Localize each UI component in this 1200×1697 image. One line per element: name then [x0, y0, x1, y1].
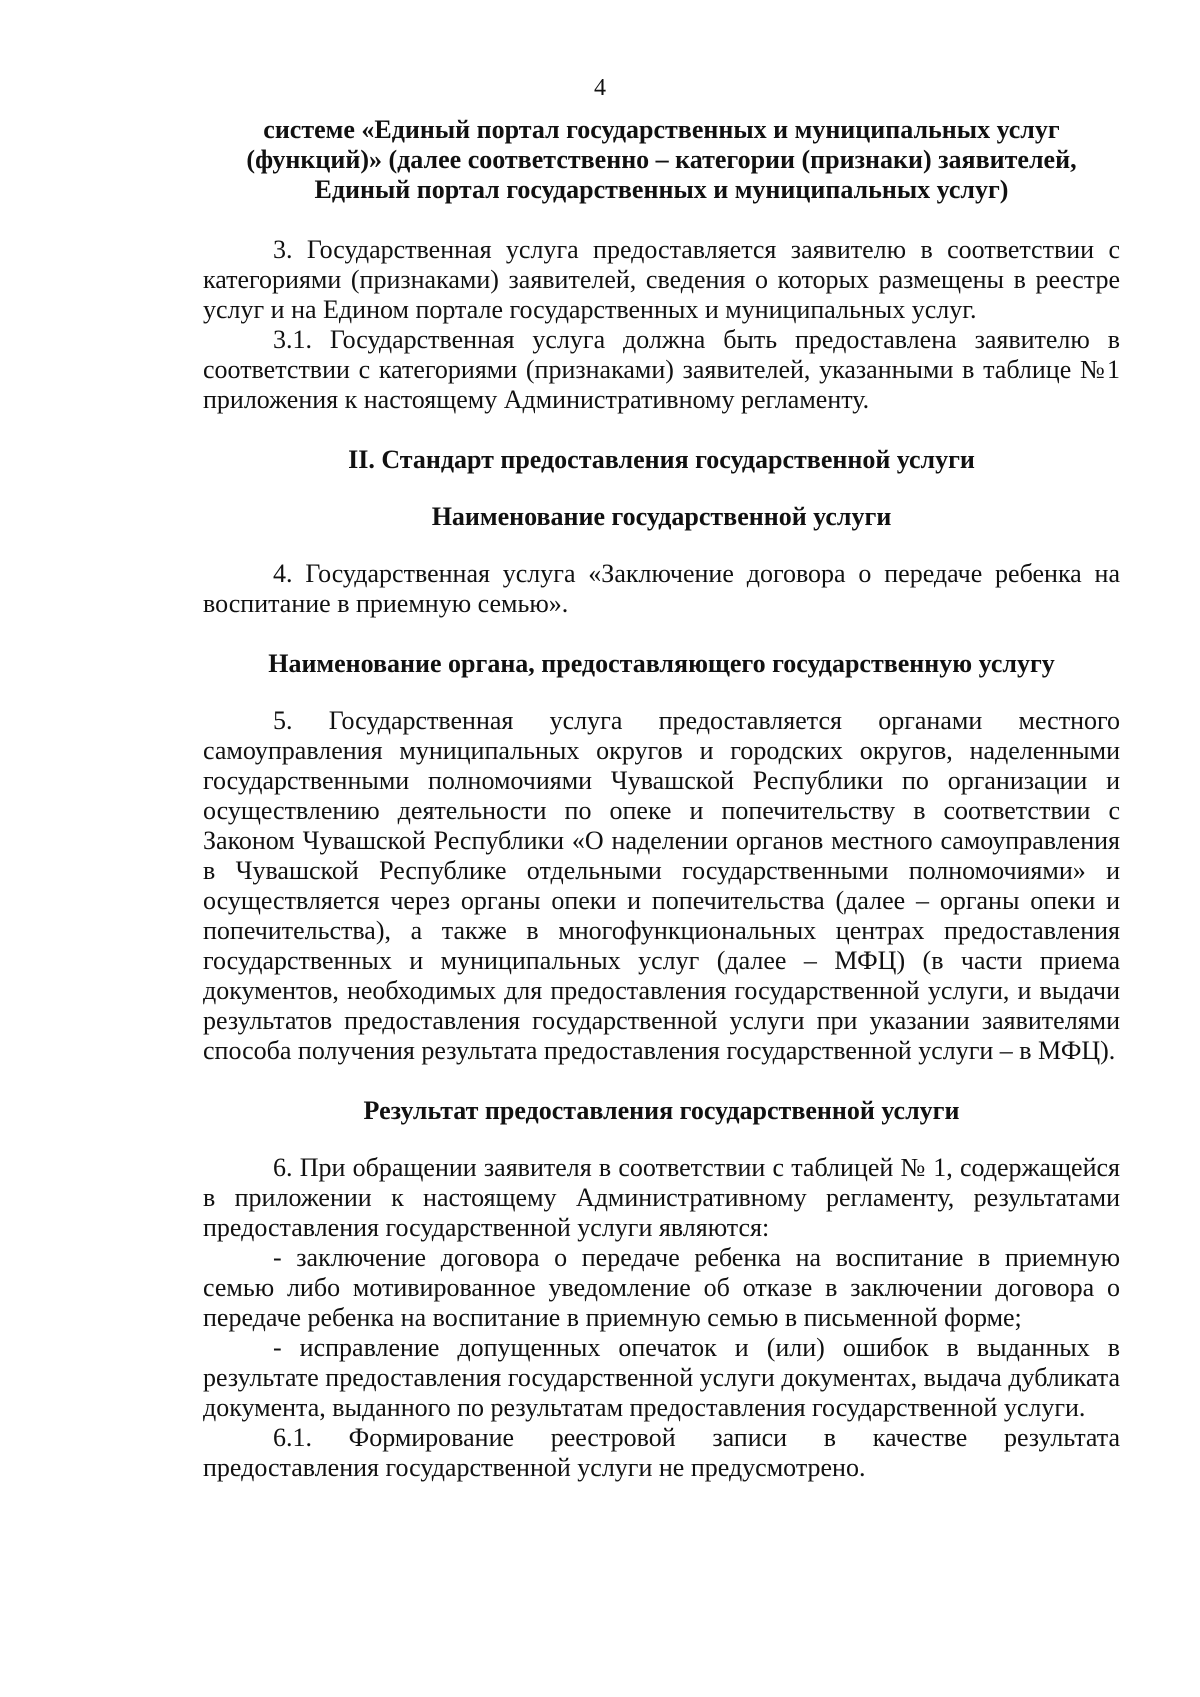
- page-number: 4: [594, 75, 606, 101]
- paragraph-6: 6. При обращении заявителя в соответствии с таблицей № 1, содержащейся в приложении к настоящему Административному регламенту, результатами предоставления государственной услуги являются:: [203, 1153, 1120, 1242]
- page-content: [203, 115, 1120, 1483]
- paragraph-3-1: 3.1. Государственная услуга должна быть предоставлена заявителю в соответствии с категориями (признаками) заявителей, указанными в таблице №1 приложения к настоящему Административному регламенту.: [203, 325, 1120, 414]
- heading-result: Результат предоставления государственной услуги: [363, 1096, 960, 1125]
- paragraph-3: 3. Государственная услуга предоставляется заявителю в соответствии с категориями (признаками) заявителей, сведения о которых размещены в реестре услуг и на Едином портале государственных и муниципальных услуг.: [203, 235, 1120, 324]
- paragraph-6-bullet-2: - исправление допущенных опечаток и (или) ошибок в выданных в результате предоставления государственной услуги документах, выдача дубликата документа, выданного по результатам предоставления государственной услуги.: [203, 1333, 1120, 1422]
- heading-service-name: Наименование государственной услуги: [431, 502, 892, 531]
- paragraph-4: 4. Государственная услуга «Заключение договора о передаче ребенка на воспитание в приемную семью».: [203, 559, 1120, 618]
- paragraph-6-1: 6.1. Формирование реестровой записи в качестве результата предоставления государственной услуги не предусмотрено.: [203, 1423, 1120, 1482]
- paragraph-6-bullet-1: - заключение договора о передаче ребенка на воспитание в приемную семью либо мотивированное уведомление об отказе в заключении договора о передаче ребенка на воспитание в приемную семью в письменной форме;: [203, 1243, 1120, 1332]
- intro-heading: системе «Единый портал государственных и муниципальных услуг (функций)» (далее соответственно – категории (признаки) заявителей, Единый портал государственных и муниципальных услуг): [246, 115, 1077, 204]
- section-title: II. Стандарт предоставления государственной услуги: [348, 445, 975, 474]
- paragraph-5: 5. Государственная услуга предоставляется органами местного самоуправления муниципальных округов и городских округов, наделенными государственными полномочиями Чувашской Республики по организации и осуществлению деятельности по опеке и попечительству в соответствии с Законом Чувашской Республики «О наделении органов местного самоуправления в Чувашской Республике отдельными государственными полномочиями» и осуществляется через органы опеки и попечительства (далее – органы опеки и попечительства), а также в многофункциональных центрах предоставления государственных и муниципальных услуг (далее – МФЦ) (в части приема документов, необходимых для предоставления государственной услуги, и выдачи результатов предоставления государственной услуги при указании заявителями способа получения результата предоставления государственной услуги – в МФЦ).: [203, 706, 1120, 1065]
- heading-organ: Наименование органа, предоставляющего государственную услугу: [268, 649, 1055, 678]
